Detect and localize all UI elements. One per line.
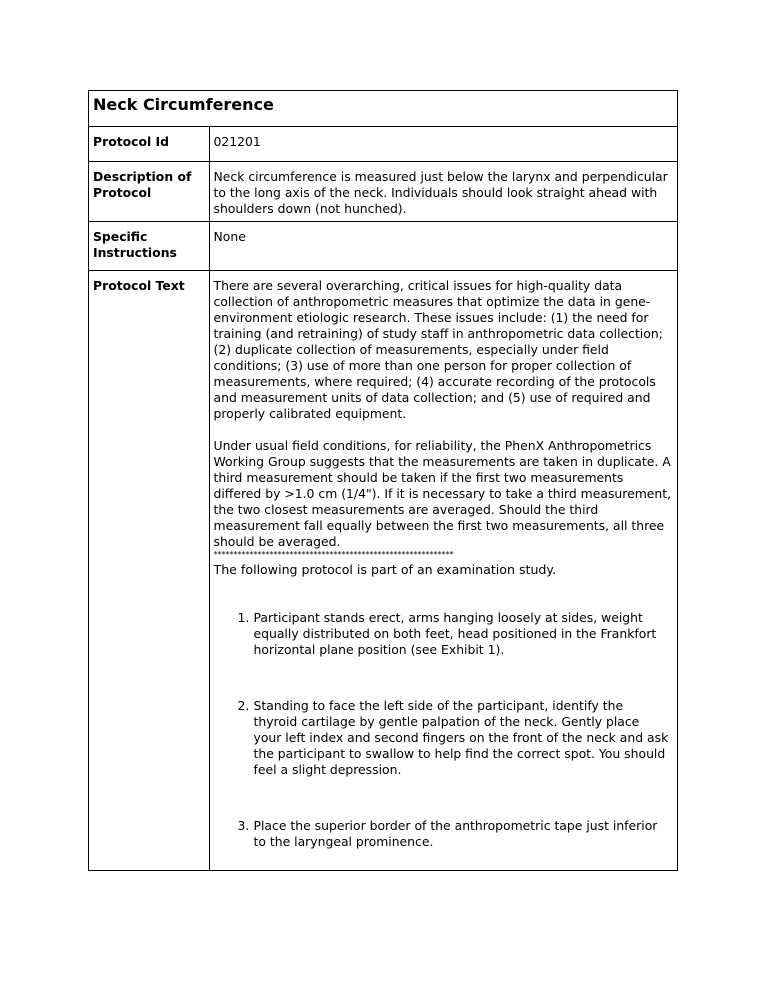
protocol-id-label: Protocol Id — [89, 127, 209, 161]
protocol-steps — [214, 610, 674, 850]
protocol-step — [214, 698, 670, 778]
description-label: Description of Protocol — [89, 161, 209, 221]
protocol-step — [214, 818, 670, 850]
row-description — [89, 161, 677, 221]
step-text: Standing to face the left side of the participant, identify the thyroid cartilage by gentle palpation of the neck. Gently place your left index and second fingers on the front of the neck and ask the participant to swallow to help find the correct spot. You should feel a slight depression. — [253, 697, 669, 777]
step-number: 2. — [237, 697, 250, 713]
row-protocol-id — [89, 127, 677, 161]
step-number: 1. — [237, 609, 250, 625]
protocol-step — [214, 610, 670, 658]
row-protocol-text — [89, 270, 677, 870]
protocol-table — [89, 127, 677, 870]
step-text: Place the superior border of the anthropometric tape just inferior to the laryngeal prominence. — [253, 817, 658, 849]
step-number: 3. — [237, 817, 250, 833]
protocol-id-value: 021201 — [209, 127, 677, 161]
protocol-paragraph-1: There are several overarching, critical issues for high-quality data collection of anthropometric measures that optimize the data in gene-environment etiologic research. These issues include: (1) the need for training (and retraining) of study staff in anthropometric data collection; (2) duplicate collection of measurements, especially under field conditions; (3) use of more than one person for proper collection of measurements, where required; (4) accurate recording of the protocols and measurement units of data collection; and (5) use of required and properly calibrated equipment. — [213, 277, 663, 421]
description-value: Neck circumference is measured just below the larynx and perpendicular to the long axis of the neck. Individuals should look straight ahead with shoulders down (not hunched). — [209, 161, 677, 221]
protocol-paragraph-2: Under usual field conditions, for reliability, the PhenX Anthropometrics Working Group suggests that the measurements are taken in duplicate. A third measurement should be taken if the first two measurements differed by >1.0 cm (1/4"). If it is necessary to take a third measurement, the two closest measurements are averaged. Should the third measurement fall equally between the first two measurements, all three should be averaged. — [213, 437, 672, 549]
specific-instructions-value: None — [209, 221, 677, 270]
protocol-document — [88, 90, 678, 871]
protocol-text-label: Protocol Text — [89, 270, 209, 870]
protocol-intro: The following protocol is part of an examination study. — [213, 561, 557, 577]
row-specific-instructions — [89, 221, 677, 270]
asterisk-separator: ************************************************************ — [213, 549, 454, 559]
step-text: Participant stands erect, arms hanging loosely at sides, weight equally distributed on both feet, head positioned in the Frankfort horizontal plane position (see Exhibit 1). — [253, 609, 657, 657]
specific-instructions-label: Specific Instructions — [89, 221, 209, 270]
protocol-text-value — [209, 270, 677, 870]
document-title: Neck Circumference — [89, 91, 677, 127]
